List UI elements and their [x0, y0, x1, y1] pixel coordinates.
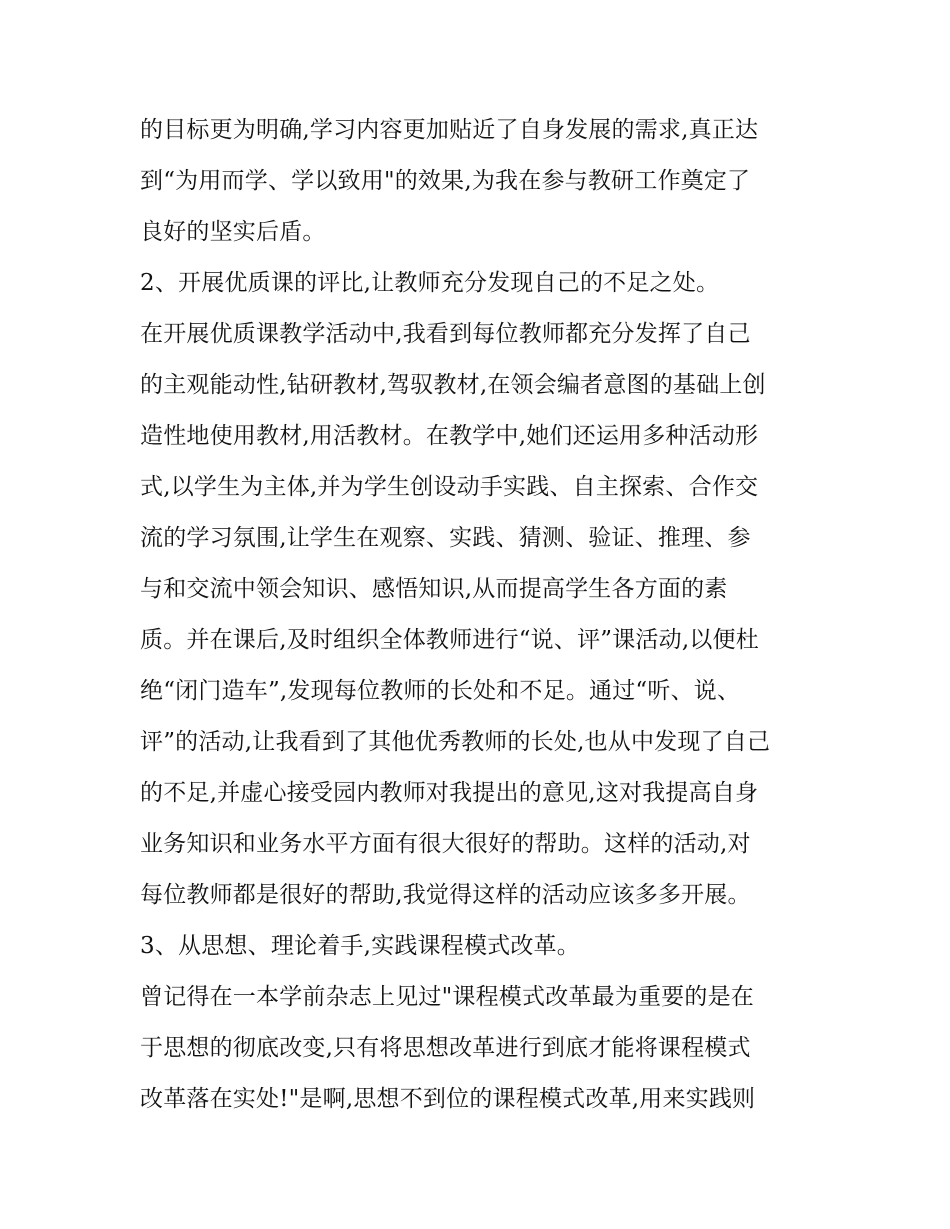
text-line: 良好的坚实后盾。 — [140, 219, 326, 245]
text-line: 改革落在实处!"是啊,思想不到位的课程模式改革,用来实践则 — [140, 1086, 756, 1112]
text-line: 于思想的彻底改变,只有将思想改革进行到底才能将课程模式 — [140, 1035, 751, 1061]
text-line: 在开展优质课教学活动中,我看到每位教师都充分发挥了自己 — [140, 321, 751, 347]
text-line: 式,以学生为主体,并为学生创设动手实践、自主探索、合作交 — [140, 474, 759, 500]
text-line: 曾记得在一本学前杂志上见过"课程模式改革最为重要的是在 — [140, 984, 754, 1010]
text-line: 的主观能动性,钻研教材,驾驭教材,在领会编者意图的基础上创 — [140, 372, 766, 398]
section-heading: 2、开展优质课的评比,让教师充分发现自己的不足之处。 — [140, 270, 720, 296]
text-line: 与和交流中领会知识、感悟知识,从而提高学生各方面的素 — [140, 576, 728, 602]
text-line: 流的学习氛围,让学生在观察、实践、猜测、验证、推理、参 — [140, 525, 751, 551]
text-line: 的不足,并虚心接受园内教师对我提出的意见,这对我提高自身 — [140, 780, 759, 806]
section-heading: 3、从思想、理论着手,实践课程模式改革。 — [140, 933, 580, 959]
text-line: 造性地使用教材,用活教材。在教学中,她们还运用多种活动形 — [140, 423, 759, 449]
text-line: 评”的活动,让我看到了其他优秀教师的长处,也从中发现了自己 — [140, 729, 771, 755]
text-line: 业务知识和业务水平方面有很大很好的帮助。这样的活动,对 — [140, 831, 751, 857]
text-line: 质。并在课后,及时组织全体教师进行“说、评”课活动,以便杜 — [140, 627, 759, 653]
text-line: 的目标更为明确,学习内容更加贴近了自身发展的需求,真正达 — [140, 117, 759, 143]
text-line: 到“为用而学、学以致用"的效果,为我在参与教研工作奠定了 — [140, 168, 751, 194]
text-line: 每位教师都是很好的帮助,我觉得这样的活动应该多多开展。 — [140, 882, 751, 908]
text-line: 绝“闭门造车”,发现每位教师的长处和不足。通过“听、说、 — [140, 678, 741, 704]
